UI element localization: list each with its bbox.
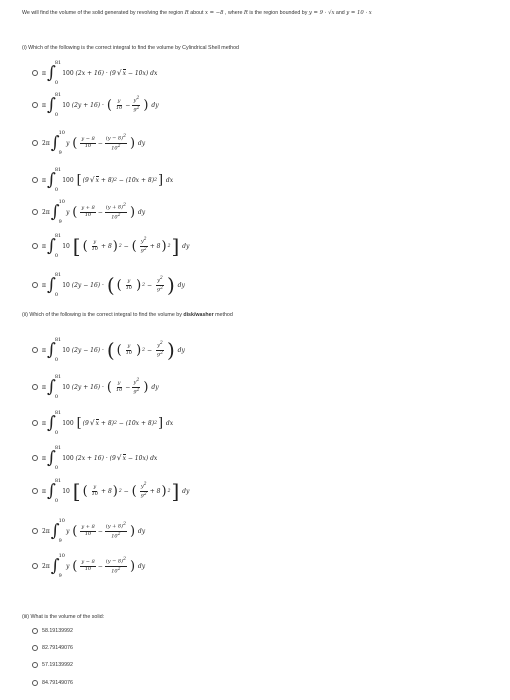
integral-sign: ∫ 81 0 xyxy=(46,272,62,298)
radio-button[interactable] xyxy=(32,347,38,353)
problem-statement xyxy=(22,10,502,16)
coefficient: 2π xyxy=(42,562,50,570)
question-ii-prefix: (ii) Which of the following is the correct integral to find the volume by xyxy=(22,312,184,318)
option-i-1[interactable] xyxy=(32,60,157,86)
curve-2: y = 10 · x xyxy=(346,10,372,16)
radio-button[interactable] xyxy=(32,243,38,249)
upper-limit: 81 xyxy=(54,167,62,173)
integral-expression: π ∫ 81 0 10 (2y − 16) · ( ( $\frac{y}{10}$ ) 2 − $\frac{y^2}{9^2}$ ) dy xyxy=(42,272,185,298)
coefficient: 2π xyxy=(42,139,50,147)
integral-expression: π ∫ 81 0 10 [ ( $\frac{y}{10}$ + 8 ) 2 − ( $\frac{y^2}{9^2}$ + 8 ) 2 ] dy xyxy=(42,233,190,259)
upper-limit: 81 xyxy=(54,445,62,451)
integral-expression: π ∫ 81 0 100 (2 x + 16) · (9 √ x − 10 x ) dx xyxy=(42,60,158,86)
radio-button[interactable] xyxy=(32,563,38,569)
integral-sign: ∫ 81 0 xyxy=(46,60,62,86)
upper-limit: 81 xyxy=(54,60,62,66)
coefficient: π xyxy=(42,419,46,427)
integral-sign: ∫ 81 0 xyxy=(46,445,62,471)
question-ii-suffix: method xyxy=(213,312,233,318)
option-ii-3[interactable] xyxy=(32,410,173,436)
upper-limit: 10 xyxy=(58,518,65,524)
integral-expression: π ∫ 81 0 10 (2y + 16) · ( $\frac{y}{10}$ − $\frac{y^2}{9^2}$ ) dy xyxy=(42,374,159,400)
radio-button[interactable] xyxy=(32,628,38,634)
integral-sign: ∫ 81 0 xyxy=(46,337,62,363)
upper-limit: 10 xyxy=(58,199,65,205)
upper-limit: 81 xyxy=(54,272,62,278)
integral-expression: π ∫ 81 0 10 (2y + 16) · ( $\frac{y}{10}$ − $\frac{y^2}{9^2}$ ) dy xyxy=(42,92,159,118)
integral-sign: ∫ 81 0 xyxy=(46,92,62,118)
lower-limit: 0 xyxy=(54,394,58,400)
intro-about: about xyxy=(188,10,205,16)
radio-button[interactable] xyxy=(32,282,38,288)
question-iii: (iii) What is the volume of the solid: xyxy=(22,614,105,620)
coefficient: π xyxy=(42,383,46,391)
option-i-4[interactable] xyxy=(32,167,173,193)
integral-expression: π ∫ 81 0 100 [ (9 √ x + 8) 2 − (10x + 8) 2 ] dx xyxy=(42,167,174,193)
option-i-6[interactable] xyxy=(32,233,189,259)
question-ii-method: disk/washer xyxy=(183,312,214,318)
coefficient: π xyxy=(42,487,46,495)
integral-sign: ∫ 10 9 xyxy=(50,130,65,156)
radio-button[interactable] xyxy=(32,662,38,668)
upper-limit: 81 xyxy=(54,374,62,380)
integral-expression: 2π ∫ 10 9 y ( $\frac{y + 8}{10}$ − $\frac{(y + 8)^2}{10^2}$ ) dy xyxy=(42,518,146,544)
lower-limit: 0 xyxy=(54,187,58,193)
lower-limit: 0 xyxy=(54,498,58,504)
lower-limit: 0 xyxy=(54,357,58,363)
coefficient: 2π xyxy=(42,208,50,216)
integral-sign: ∫ 10 9 xyxy=(50,553,65,579)
question-ii xyxy=(22,312,233,318)
option-ii-4[interactable] xyxy=(32,445,157,471)
lower-limit: 0 xyxy=(54,292,58,298)
option-i-7[interactable] xyxy=(32,272,185,298)
lower-limit: 0 xyxy=(54,253,58,259)
axis-equation: x = −8 xyxy=(204,10,224,16)
integral-expression: 2π ∫ 10 9 y ( $\frac{y + 8}{10}$ − $\frac{(y + 8)^2}{10^2}$ ) dy xyxy=(42,199,146,225)
integral-sign: ∫ 81 0 xyxy=(46,410,62,436)
answer-value: 82.79149076 xyxy=(42,645,73,651)
intro-rest: is the region bounded by xyxy=(247,10,309,16)
region-symbol: R xyxy=(184,10,189,16)
option-ii-7[interactable] xyxy=(32,553,145,579)
radio-button[interactable] xyxy=(32,680,38,686)
integral-sign: ∫ 81 0 xyxy=(46,374,62,400)
intro-prefix: We will find the volume of the solid generated by revolving the region xyxy=(22,10,185,16)
integral-expression: π ∫ 81 0 100 [ (9 √ x + 8) 2 − (10x + 8) 2 ] dx xyxy=(42,410,174,436)
lower-limit: 0 xyxy=(54,465,58,471)
answer-value: 58.19139992 xyxy=(42,628,73,634)
coefficient: 2π xyxy=(42,527,50,535)
lower-limit: 9 xyxy=(58,538,62,544)
radio-button[interactable] xyxy=(32,455,38,461)
intro-and: and xyxy=(334,10,347,16)
upper-limit: 81 xyxy=(54,478,62,484)
coefficient: π xyxy=(42,69,46,77)
option-ii-5[interactable] xyxy=(32,478,189,504)
option-i-3[interactable] xyxy=(32,130,145,156)
answer-option-3[interactable] xyxy=(32,662,73,668)
option-i-2[interactable] xyxy=(32,92,159,118)
question-i: (i) Which of the following is the correct integral to find the volume by Cylindrical Shell method xyxy=(22,45,239,51)
radio-button[interactable] xyxy=(32,384,38,390)
lower-limit: 9 xyxy=(58,219,62,225)
radio-button[interactable] xyxy=(32,528,38,534)
radio-button[interactable] xyxy=(32,209,38,215)
integral-sign: ∫ 10 9 xyxy=(50,199,65,225)
integral-sign: ∫ 10 9 xyxy=(50,518,65,544)
radio-button[interactable] xyxy=(32,70,38,76)
upper-limit: 10 xyxy=(58,553,65,559)
answer-option-1[interactable] xyxy=(32,628,73,634)
answer-option-2[interactable] xyxy=(32,645,73,651)
radio-button[interactable] xyxy=(32,140,38,146)
option-ii-2[interactable] xyxy=(32,374,159,400)
upper-limit: 10 xyxy=(58,130,65,136)
answer-value: 84.79149076 xyxy=(42,680,73,686)
radio-button[interactable] xyxy=(32,177,38,183)
answer-option-4[interactable] xyxy=(32,680,73,686)
coefficient: π xyxy=(42,346,46,354)
integral-expression: 2π ∫ 10 9 y ( $\frac{y - 8}{10}$ − $\frac{(y - 8)^2}{10^2}$ ) dy xyxy=(42,553,146,579)
integral-expression: π ∫ 81 0 10 [ ( $\frac{y}{10}$ + 8 ) 2 − ( $\frac{y^2}{9^2}$ + 8 ) 2 ] dy xyxy=(42,478,190,504)
upper-limit: 81 xyxy=(54,92,62,98)
option-ii-1[interactable] xyxy=(32,337,185,363)
region-symbol-2: R xyxy=(243,10,248,16)
lower-limit: 0 xyxy=(54,430,58,436)
lower-limit: 9 xyxy=(58,573,62,579)
integral-sign: ∫ 81 0 xyxy=(46,478,62,504)
integral-expression: π ∫ 81 0 10 (2y − 16) · ( ( $\frac{y}{10}$ ) 2 − $\frac{y^2}{9^2}$ ) dy xyxy=(42,337,185,363)
integral-expression: 2π ∫ 10 9 y ( $\frac{y - 8}{10}$ − $\frac{(y - 8)^2}{10^2}$ ) dy xyxy=(42,130,146,156)
coefficient: π xyxy=(42,242,46,250)
upper-limit: 81 xyxy=(54,337,62,343)
integral-expression: π ∫ 81 0 100 (2x + 16) · (9 √ x − 10x) dx xyxy=(42,445,158,471)
coefficient: π xyxy=(42,454,46,462)
radio-button[interactable] xyxy=(32,488,38,494)
intro-mid: , where xyxy=(223,10,244,16)
upper-limit: 81 xyxy=(54,233,62,239)
coefficient: π xyxy=(42,101,46,109)
radio-button[interactable] xyxy=(32,102,38,108)
curve-1: y = 9 · √x xyxy=(308,10,335,16)
option-i-5[interactable] xyxy=(32,199,145,225)
lower-limit: 0 xyxy=(54,80,58,86)
coefficient: π xyxy=(42,176,46,184)
answer-value: 57.19139992 xyxy=(42,662,73,668)
option-ii-6[interactable] xyxy=(32,518,145,544)
upper-limit: 81 xyxy=(54,410,62,416)
lower-limit: 9 xyxy=(58,150,62,156)
integral-sign: ∫ 81 0 xyxy=(46,233,62,259)
radio-button[interactable] xyxy=(32,420,38,426)
lower-limit: 0 xyxy=(54,112,58,118)
integral-sign: ∫ 81 0 xyxy=(46,167,62,193)
radio-button[interactable] xyxy=(32,645,38,651)
coefficient: π xyxy=(42,281,46,289)
